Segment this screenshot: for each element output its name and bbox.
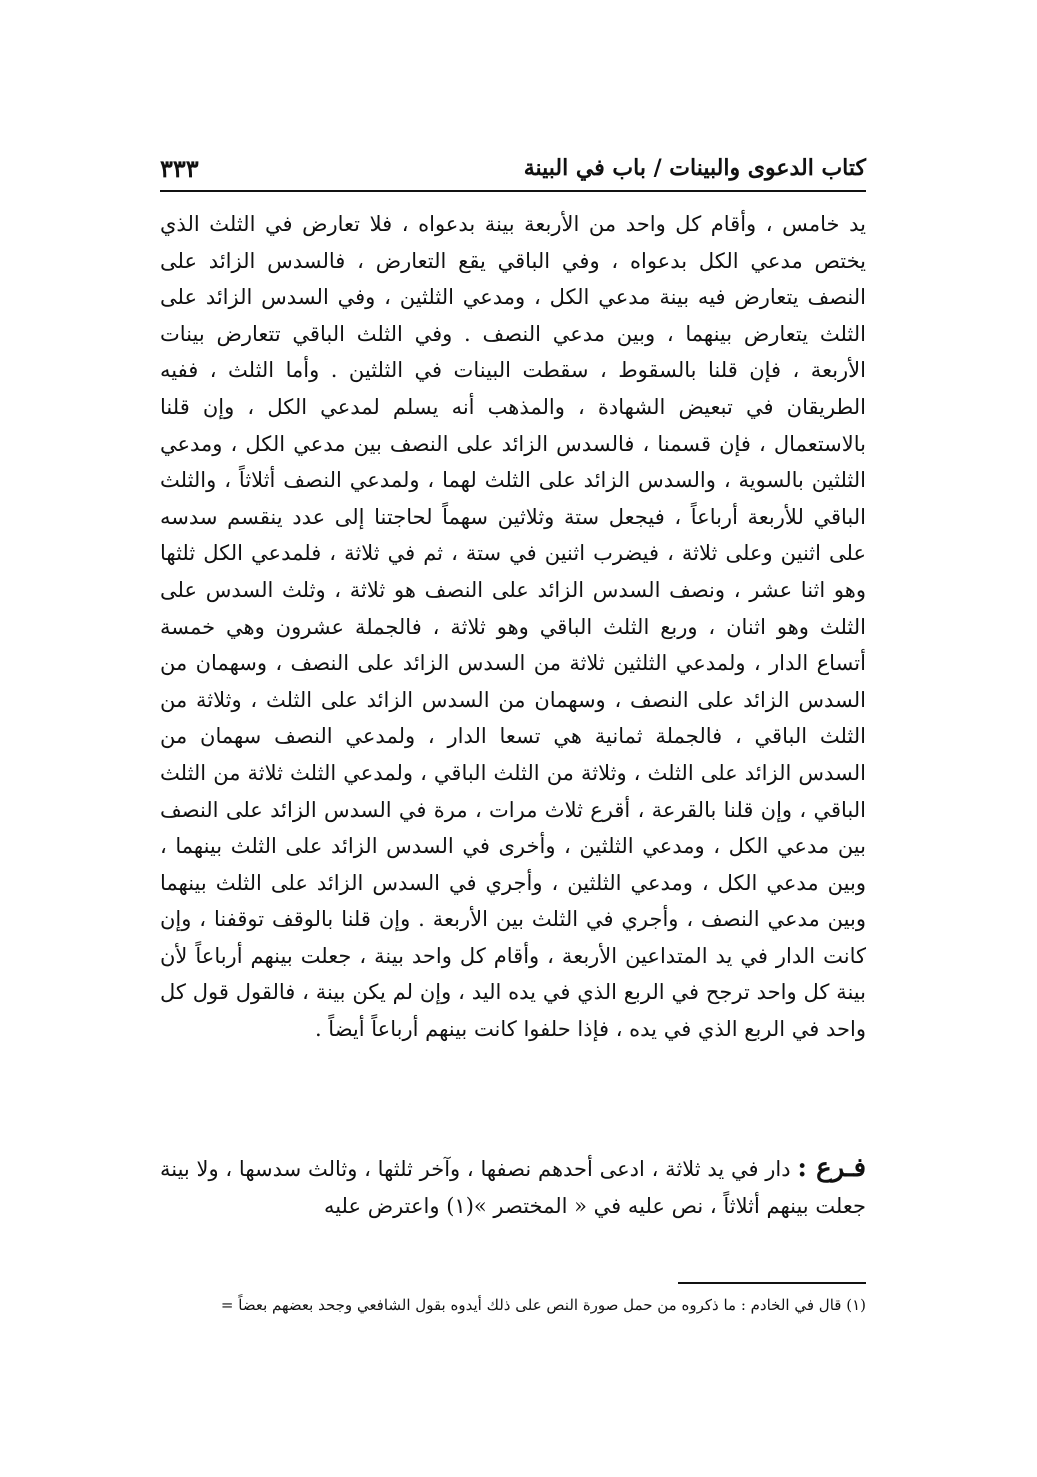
page-header: [160, 148, 866, 188]
section-paragraph: [160, 1150, 866, 1224]
page-number: ٣٣٣: [160, 153, 199, 183]
section-label: فـرع :: [797, 1153, 866, 1183]
running-title: كتاب الدعوى والبينات / باب في البينة: [523, 155, 866, 181]
main-text-block: [160, 206, 866, 1048]
main-paragraph: يد خامس ، وأقام كل واحد من الأربعة بينة بدعواه ، فلا تعارض في الثلث الذي يختص مدعي الكل بدعواه ، وفي الباقي يقع التعارض ، فالسدس الزائد على النصف يتعارض فيه بينة مدعي الكل ، ومدعي الثلثين ، وفي السدس الزائد على الثلث يتعارض بينهما ، وبين مدعي النصف . وفي الثلث الباقي تتعارض بينات الأربعة ، فإن قلنا بالسقوط ، سقطت البينات في الثلثين . وأما الثلث ، ففيه الطريقان في تبعيض الشهادة ، والمذهب أنه يسلم لمدعي الكل ، وإن قلنا بالاستعمال ، فإن قسمنا ، فالسدس الزائد على النصف بين مدعي الكل ، ومدعي الثلثين بالسوية ، والسدس الزائد على الثلث لهما ، ولمدعي النصف أثلاثاً ، والثلث الباقي للأربعة أرباعاً ، فيجعل ستة وثلاثين سهماً لحاجتنا إلى عدد ينقسم سدسه على اثنين وعلى ثلاثة ، فيضرب اثنين في ستة ، ثم في ثلاثة ، فلمدعي الكل ثلثها وهو اثنا عشر ، ونصف السدس الزائد على النصف هو ثلاثة ، وثلث السدس على الثلث وهو اثنان ، وربع الثلث الباقي وهو ثلاثة ، فالجملة عشرون وهي خمسة أتساع الدار ، ولمدعي الثلثين ثلاثة من السدس الزائد على النصف ، وسهمان من السدس الزائد على النصف ، وسهمان من السدس الزائد على الثلث ، وثلاثة من الثلث الباقي ، فالجملة ثمانية هي تسعا الدار ، ولمدعي النصف سهمان من السدس الزائد على الثلث ، وثلاثة من الثلث الباقي ، ولمدعي الثلث ثلاثة من الثلث الباقي ، وإن قلنا بالقرعة ، أقرع ثلاث مرات ، مرة في السدس الزائد على النصف بين مدعي الكل ، ومدعي الثلثين ، وأخرى في السدس الزائد على الثلث بينهما ، وبين مدعي الكل ، ومدعي الثلثين ، وأجري في السدس الزائد على الثلث بينهما وبين مدعي النصف ، وأجري في الثلث بين الأربعة . وإن قلنا بالوقف توقفنا ، وإن كانت الدار في يد المتداعين الأربعة ، وأقام كل واحد بينة ، جعلت بينهم أرباعاً لأن بينة كل واحد ترجح في الربع الذي في يده اليد ، وإن لم يكن بينة ، فالقول قول كل واحد في الربع الذي في يده ، فإذا حلفوا كانت بينهم أرباعاً أيضاً .: [160, 212, 866, 1042]
section-text: دار في يد ثلاثة ، ادعى أحدهم نصفها ، وآخر ثلثها ، وثالث سدسها ، ولا بينة جعلت بينهم أثلاثاً ، نص عليه في « المختصر »(١) واعترض عليه: [160, 1157, 866, 1218]
footnote: (١) قال في الخادم : ما ذكروه من حمل صورة النص على ذلك أيدوه بقول الشافعي وجحد بعضهم بعضاً =: [220, 1296, 866, 1314]
footnote-divider: [678, 1282, 866, 1284]
header-divider: [160, 190, 866, 192]
section-block: [160, 1150, 866, 1224]
